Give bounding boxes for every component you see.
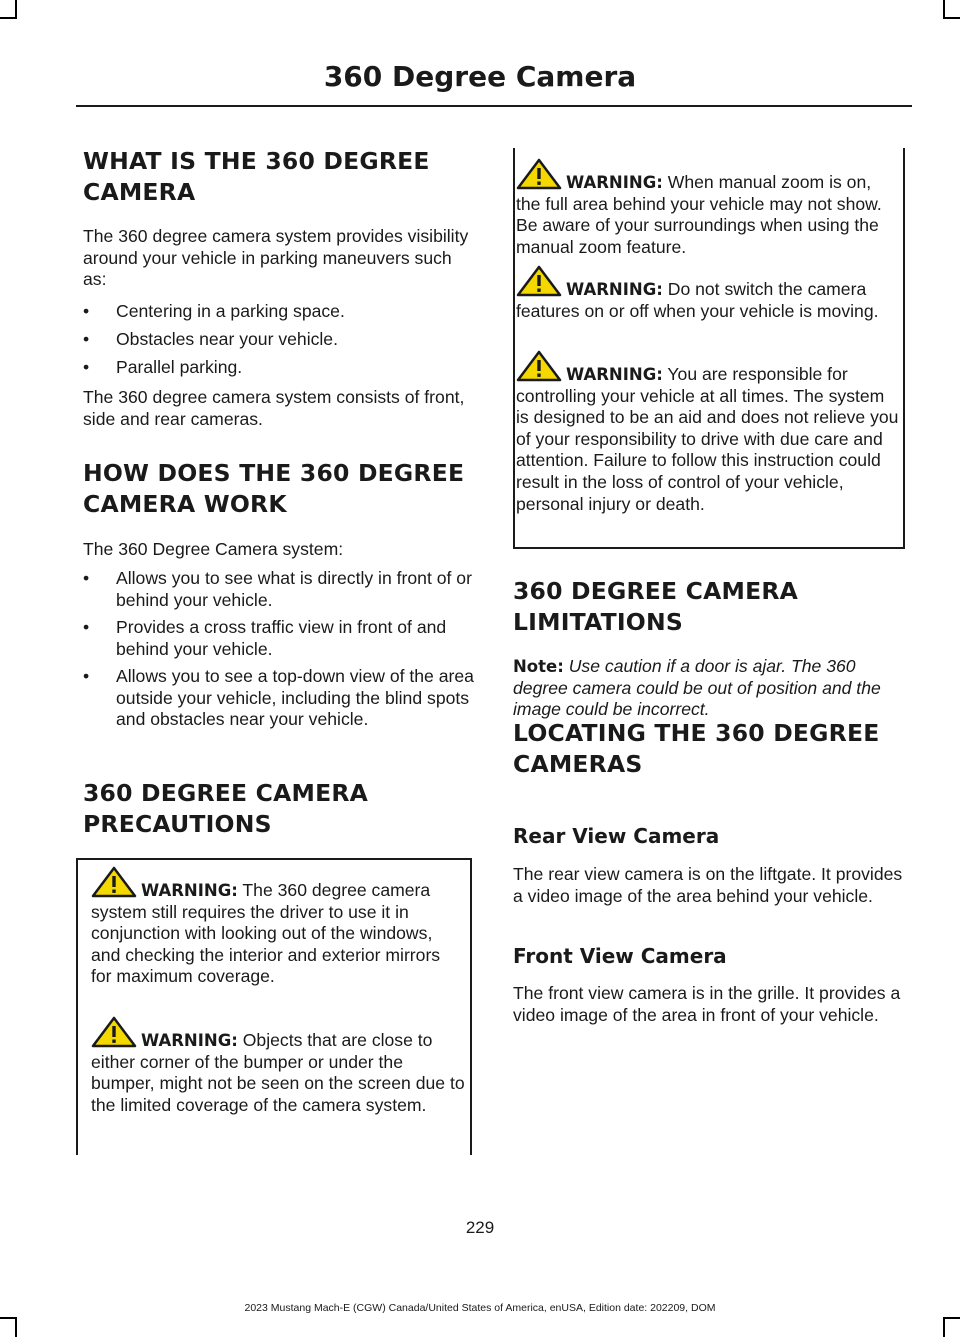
bullet-dot: • [83,617,90,637]
list-item-text: Obstacles near your vehicle. [116,329,338,349]
warning-item [516,158,900,258]
list-item [83,357,475,379]
list-item-text: Parallel parking. [116,357,243,377]
paragraph-intro: The 360 degree camera system provides visibility around your vehicle in parking maneuvers such as: [83,226,469,290]
warning-triangle-icon [516,350,562,382]
warning-text: You are responsible for controlling your vehicle at all times. The system is designed to be an aid and does not relieve you of your responsibility to drive with due care and attention. Failure to follow this instruction could result in the loss of control of your vehicle, personal injury or death. [516,364,899,514]
warning-triangle-icon [516,265,562,297]
subheading-front-view-camera: Front View Camera [513,944,727,968]
warning-item [516,265,900,322]
list-item-text: Centering in a parking space. [116,301,345,321]
section-heading-precautions: 360 DEGREE CAMERA PRECAUTIONS [83,779,369,838]
list-item [83,329,475,351]
footer-edition-info: 2023 Mustang Mach-E (CGW) Canada/United States of America, enUSA, Edition date: 202209, DOM [244,1302,716,1314]
warning-text: When manual zoom is on, the full area behind your vehicle may not show. Be aware of your surroundings when using the manual zoom feature. [516,172,882,257]
paragraph-system: The 360 Degree Camera system: [83,539,344,559]
bullet-dot: • [83,568,90,588]
page-title: 360 Degree Camera [323,60,637,93]
warning-triangle-icon [91,1016,137,1048]
list-item [83,666,475,731]
page-number: 229 [465,1218,495,1237]
crop-mark [0,1317,17,1319]
bullet-dot: • [83,666,90,686]
bullet-dot: • [83,329,90,349]
section-heading-how-does: HOW DOES THE 360 DEGREE CAMERA WORK [83,459,465,518]
note [513,656,905,721]
crop-mark [15,1318,17,1337]
crop-mark [0,17,17,19]
warning-triangle-icon [91,866,137,898]
warning-label: WARNING: [566,280,663,299]
paragraph-front-view: The front view camera is in the grille. It provides a video image of the area in front of your vehicle. [513,983,901,1025]
list-item [83,617,475,660]
section-heading-locating: LOCATING THE 360 DEGREE CAMERAS [513,719,880,778]
list-item-text: Allows you to see a top-down view of the area outside your vehicle, including the blind spots and obstacles near your vehicle. [116,666,474,730]
list-item-text: Allows you to see what is directly in front of or behind your vehicle. [116,568,472,610]
warning-label: WARNING: [566,173,663,192]
note-text: Use caution if a door is ajar. The 360 degree camera could be out of position and the image could be incorrect. [513,656,881,720]
bullet-dot: • [83,301,90,321]
note-label: Note: [513,657,564,676]
warning-item [91,866,465,988]
list-item [83,568,475,611]
crop-mark [15,0,17,18]
subheading-rear-view-camera: Rear View Camera [513,824,720,848]
warning-text: Do not switch the camera features on or off when your vehicle is moving. [516,279,879,321]
crop-mark [943,1318,945,1337]
warning-item [91,1016,465,1116]
list-item-text: Provides a cross traffic view in front of and behind your vehicle. [116,617,447,659]
title-divider [76,105,912,107]
bullet-dot: • [83,357,90,377]
section-heading-limitations: 360 DEGREE CAMERA LIMITATIONS [513,577,799,636]
section-heading-what-is: WHAT IS THE 360 DEGREE CAMERA [83,147,430,206]
crop-mark [943,0,945,18]
warning-text: The 360 degree camera system still requires the driver to use it in conjunction with looking out of the windows, and checking the interior and exterior mirrors for maximum coverage. [91,880,441,987]
warning-label: WARNING: [141,1031,238,1050]
list-item [83,301,475,323]
crop-mark [943,17,960,19]
paragraph-rear-view: The rear view camera is on the liftgate. It provides a video image of the area behind your vehicle. [513,864,903,906]
warning-item [516,350,900,515]
warning-triangle-icon [516,158,562,190]
paragraph-system-consists: The 360 degree camera system consists of front, side and rear cameras. [83,387,465,429]
warning-text: Objects that are close to either corner of the bumper or under the bumper, might not be seen on the screen due to the limited coverage of the camera system. [91,1030,465,1115]
warning-label: WARNING: [566,365,663,384]
crop-mark [943,1317,960,1319]
warning-label: WARNING: [141,881,238,900]
